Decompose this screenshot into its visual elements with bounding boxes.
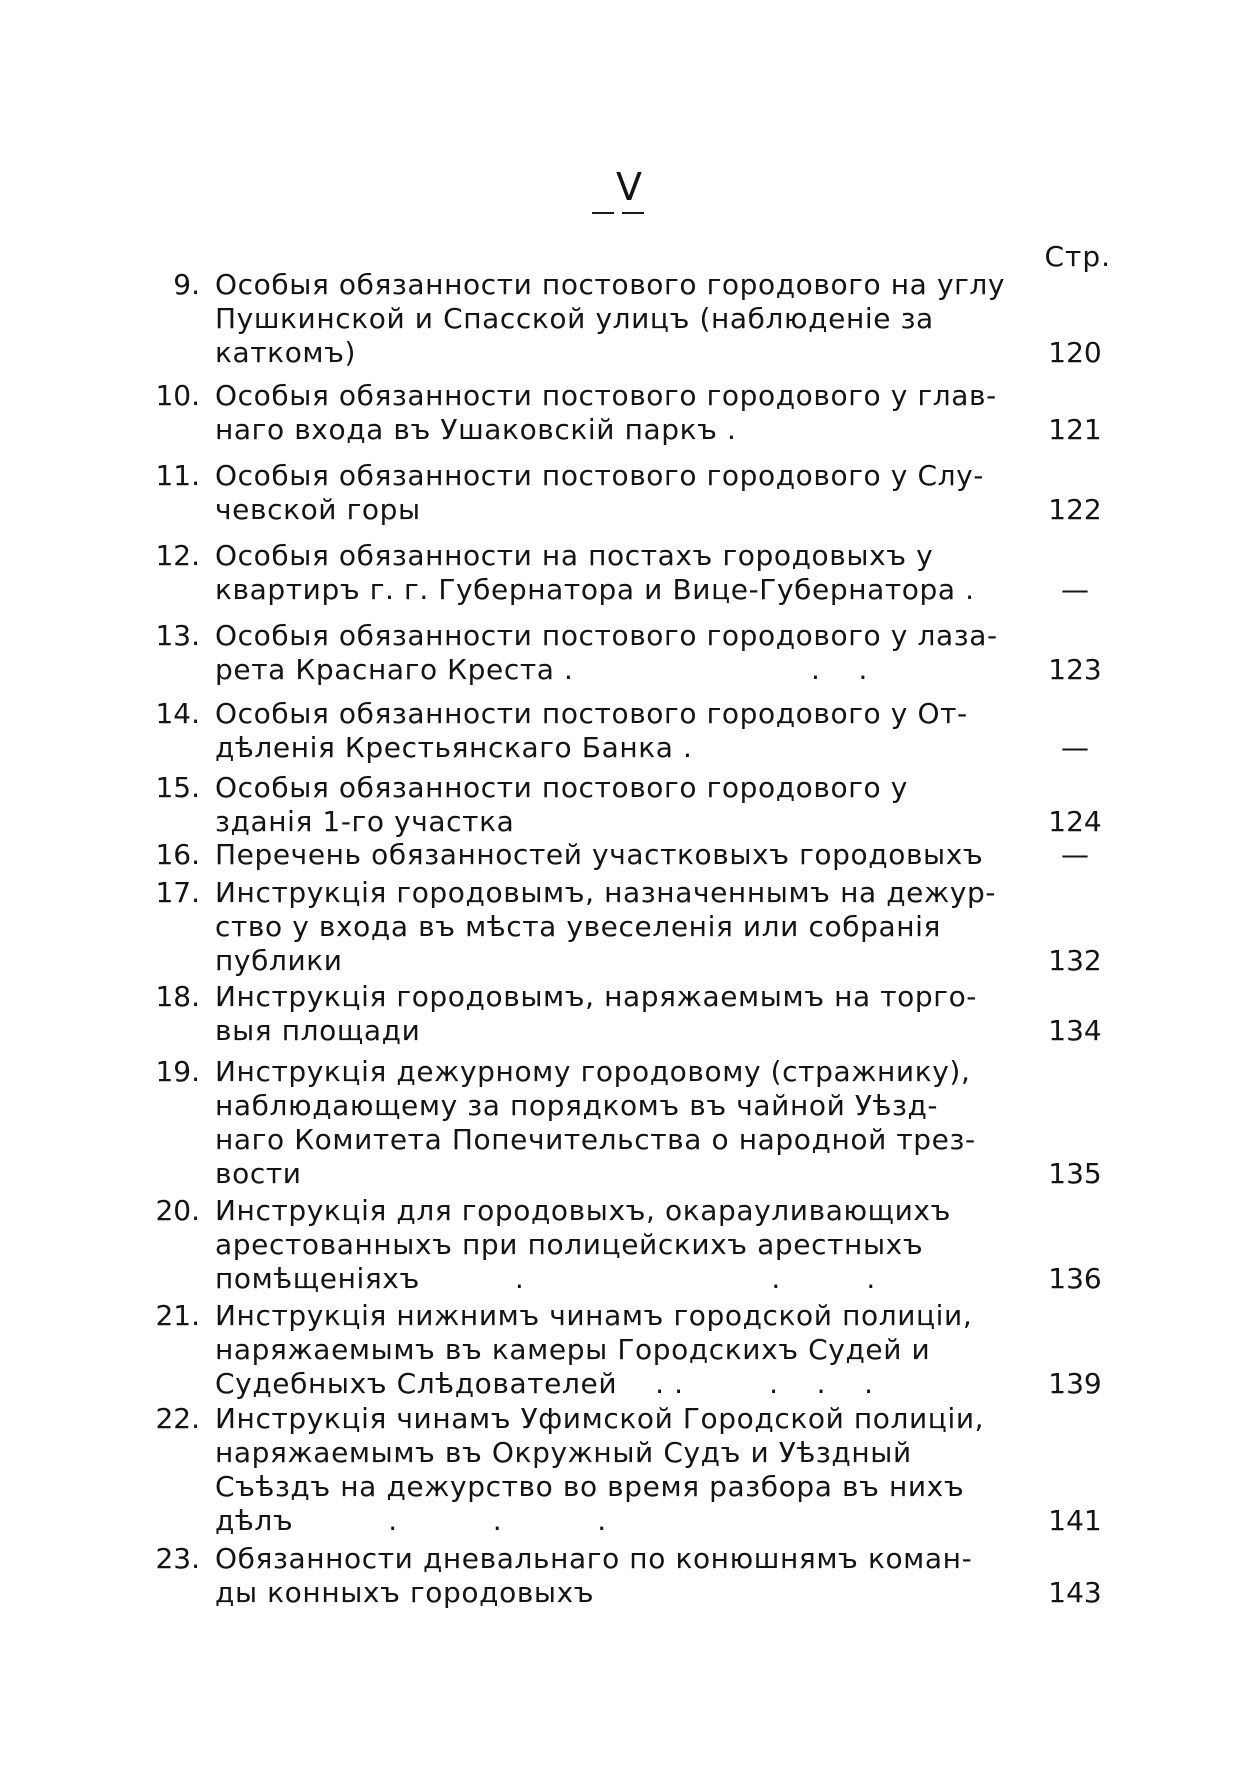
entry-title-line: Инструкція городовымъ, наряжаемымъ на торго- xyxy=(215,980,978,1013)
entry-page-number: 123 xyxy=(1048,653,1102,686)
entry-number: 22. xyxy=(155,1402,200,1435)
entry-number: 13. xyxy=(155,619,200,652)
entry-title xyxy=(215,539,995,607)
entry-title-line: Особыя обязанности постового городового у лаза- xyxy=(215,619,998,652)
entry-number: 14. xyxy=(155,697,200,730)
entry-title-line: каткомъ) xyxy=(215,336,357,369)
entry-title-line: выя площади xyxy=(215,1014,421,1047)
entry-title-line: ды конныхъ городовыхъ xyxy=(215,1576,595,1609)
entry-page-number: 121 xyxy=(1048,413,1102,446)
entry-page-number: — xyxy=(1061,838,1089,871)
entry-number: 19. xyxy=(155,1055,200,1088)
entry-title-line: наго входа въ Ушаковскій паркъ . xyxy=(215,413,737,446)
entry-title-line: Особыя обязанности постового городового у От- xyxy=(215,697,968,730)
entry-title-line: арестованныхъ при полицейскихъ арестныхъ xyxy=(215,1228,924,1261)
entry-page-number: 122 xyxy=(1048,493,1102,526)
entry-number: 20. xyxy=(155,1194,200,1227)
entry-page-number: 141 xyxy=(1048,1504,1102,1537)
entry-title-line: Обязанности дневальнаго по конюшнямъ коман- xyxy=(215,1542,973,1575)
entry-number: 18. xyxy=(155,980,200,1013)
entry-title xyxy=(215,1299,995,1401)
entry-number: 12. xyxy=(155,539,200,572)
entry-title-line: наго Комитета Попечительства о народной трез- xyxy=(215,1123,976,1156)
entry-title-line: наряжаемымъ въ камеры Городскихъ Судей и xyxy=(215,1333,931,1366)
entry-title xyxy=(215,268,1006,370)
entry-title-line: рета Краснаго Креста . . . xyxy=(215,653,869,686)
entry-title-line: Судебныхъ Слѣдователей . . . . . xyxy=(215,1367,874,1400)
entry-title-line: Инструкція нижнимъ чинамъ городской полиціи, xyxy=(215,1299,973,1332)
numeral-rule-right xyxy=(622,212,644,214)
entry-title-line: наряжаемымъ въ Окружный Судъ и Уѣздный xyxy=(215,1436,912,1469)
entry-title-line: Инструкція чинамъ Уфимской Городской полиціи, xyxy=(215,1402,985,1435)
entry-page-number: — xyxy=(1061,731,1089,764)
entry-title-line: Особыя обязанности постового городового у Слу- xyxy=(215,459,984,492)
entry-number: 21. xyxy=(155,1299,200,1332)
entry-page-number: — xyxy=(1061,573,1089,606)
numeral-rule-left xyxy=(592,212,614,214)
entry-number: 10. xyxy=(155,379,200,412)
page-numeral: V xyxy=(616,165,643,209)
entry-page-number: 135 xyxy=(1048,1157,1102,1190)
entry-title-line: публики xyxy=(215,944,343,977)
entry-title-line: чевской горы xyxy=(215,493,421,526)
entry-number: 17. xyxy=(155,876,200,909)
entry-title xyxy=(215,838,995,872)
entry-number: 9. xyxy=(173,268,200,301)
entry-title xyxy=(215,876,995,978)
entry-title-line: Пушкинской и Спасской улицъ (наблюденіе за xyxy=(215,302,934,335)
entry-title xyxy=(215,619,998,687)
entry-title-line: Особыя обязанности на постахъ городовыхъ у xyxy=(215,539,934,572)
entry-title-line: ство у входа въ мѣста увеселенія или собранія xyxy=(215,910,941,943)
entry-page-number: 120 xyxy=(1048,336,1102,369)
entry-page-number: 139 xyxy=(1048,1367,1102,1400)
entry-title-line: Перечень обязанностей участковыхъ городовыхъ xyxy=(215,838,984,871)
entry-page-number: 136 xyxy=(1048,1262,1102,1295)
entry-title xyxy=(215,980,995,1048)
entry-number: 15. xyxy=(155,771,200,804)
entry-title xyxy=(215,1055,995,1191)
entry-page-number: 132 xyxy=(1048,944,1102,977)
entry-title-line: Особыя обязанности постового городового у xyxy=(215,771,908,804)
entry-title-line: наблюдающему за порядкомъ въ чайной Уѣзд- xyxy=(215,1089,939,1122)
entry-title xyxy=(215,379,995,447)
entry-title-line: Инструкція для городовыхъ, окарауливающихъ xyxy=(215,1194,951,1227)
entry-title xyxy=(215,697,995,765)
entry-title-line: Съѣздъ на дежурство во время разбора въ нихъ xyxy=(215,1470,965,1503)
entry-title xyxy=(215,459,995,527)
entry-title-line: дѣлъ . . . xyxy=(215,1504,607,1537)
entry-title xyxy=(215,1402,995,1538)
entry-page-number: 134 xyxy=(1048,1014,1102,1047)
entry-title-line: зданія 1-го участка xyxy=(215,805,515,838)
entry-title-line: Особыя обязанности постового городового у глав- xyxy=(215,379,997,412)
entry-title-line: дѣленія Крестьянскаго Банка . xyxy=(215,731,693,764)
entry-number: 11. xyxy=(155,459,200,492)
page-column-header: Стр. xyxy=(1044,240,1111,273)
entry-title xyxy=(215,1194,995,1296)
entry-number: 16. xyxy=(155,838,200,871)
entry-title-line: квартиръ г. г. Губернатора и Вице-Губернатора . xyxy=(215,573,975,606)
entry-page-number: 143 xyxy=(1048,1576,1102,1609)
entry-number: 23. xyxy=(155,1542,200,1575)
entry-title-line: Особыя обязанности постового городового на углу xyxy=(215,268,1006,301)
entry-title-line: Инструкція дежурному городовому (стражнику), xyxy=(215,1055,971,1088)
entry-title xyxy=(215,771,995,839)
entry-title-line: Инструкція городовымъ, назначеннымъ на дежур- xyxy=(215,876,997,909)
entry-page-number: 124 xyxy=(1048,805,1102,838)
entry-title xyxy=(215,1542,995,1610)
entry-title-line: помѣщеніяхъ . . . xyxy=(215,1262,876,1295)
entry-title-line: вости xyxy=(215,1157,302,1190)
